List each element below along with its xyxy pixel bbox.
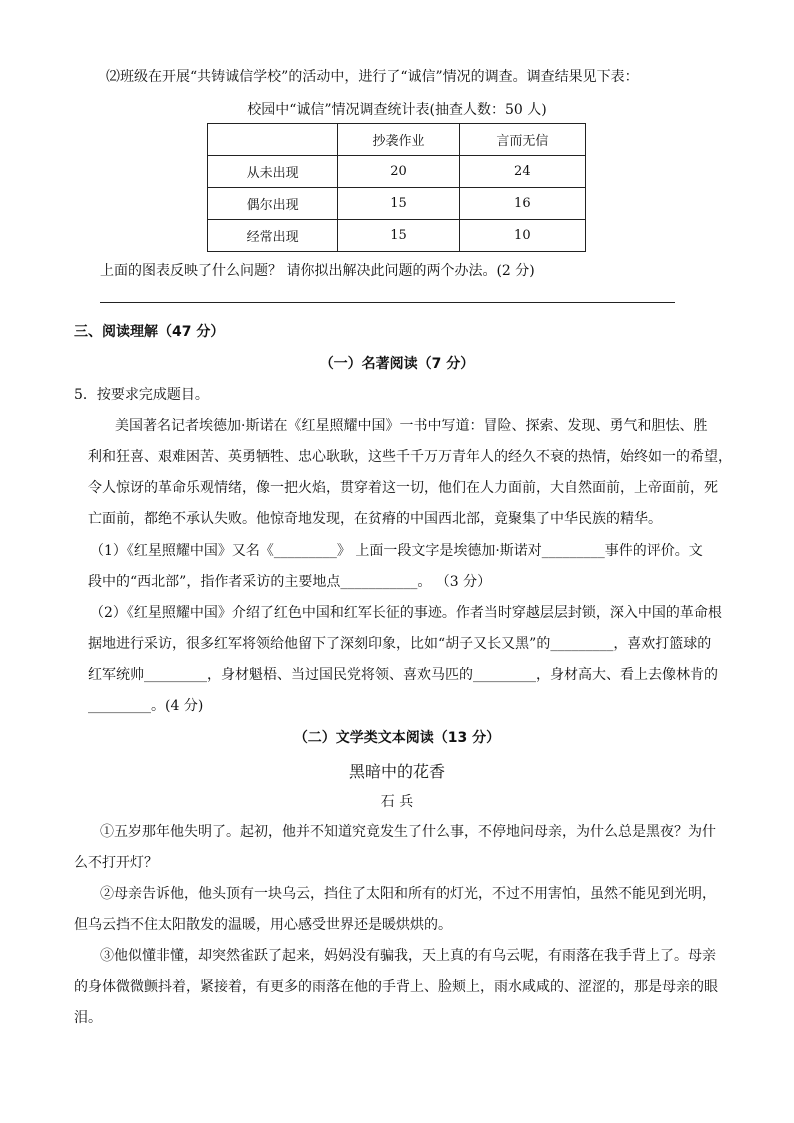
story-line: ③他似懂非懂，却突然雀跃了起来，妈妈没有骗我，天上真的有乌云呢，有雨落在我手背上了。母亲: [100, 948, 716, 964]
passage-line: 亡面前，都绝不承认失败。他惊奇地发现，在贫瘠的中国西北部，竟聚集了中华民族的精华。: [88, 511, 662, 527]
question5-label: 5．按要求完成题目。: [74, 387, 209, 403]
table-cell: 从未出现: [208, 156, 338, 188]
story-line: ②母亲告诉他，他头顶有一块乌云，挡住了太阳和所有的灯光，不过不用害怕，虽然不能见到光明，: [100, 886, 716, 902]
part2-heading: （二）文学类文本阅读（13 分）: [293, 730, 501, 746]
table-cell: 10: [459, 220, 585, 252]
table-header-row: [208, 124, 586, 156]
table-cell: 16: [459, 188, 585, 220]
table-cell: 偶尔出现: [208, 188, 338, 220]
table-row: [208, 220, 586, 252]
story-line: 的身体微微颤抖着，紧接着，有更多的雨落在他的手背上、脸颊上，雨水咸咸的、涩涩的，那是母亲的眼: [74, 979, 718, 995]
story-author: 石 兵: [380, 794, 414, 810]
story-line: 泪。: [74, 1010, 102, 1026]
table-cell: 20: [338, 156, 459, 188]
passage-line: 令人惊讶的革命乐观情绪，像一把火焰，贯穿着这一切，他们在人力面前，大自然面前，上帝面前，死: [88, 480, 718, 496]
subquestion1-line: （1）《红星照耀中国》又名《_________》 上面一段文字是埃德加·斯诺对_________事件的评价。文: [90, 543, 703, 559]
subquestion2-line: （2）《红星照耀中国》介绍了红色中国和红军长征的事迹。作者当时穿越层层封锁，深入中国的革命根: [90, 605, 722, 621]
passage-line: 利和狂喜、艰难困苦、英勇牺牲、忠心耿耿，这些千千万万青年人的经久不衰的热情，始终如一的希望，: [88, 449, 732, 465]
story-line: 但乌云挡不住太阳散发的温暖，用心感受世界还是暖烘烘的。: [74, 917, 452, 933]
table-row: [208, 188, 586, 220]
table-header-cell: [208, 124, 338, 156]
subquestion2-line: 据地进行采访，很多红军将领给他留下了深刻印象，比如“胡子又长又黑”的_________，喜欢打篮球的: [88, 636, 712, 652]
subquestion2-line: 红军统帅_________，身材魁梧、当过国民党将领、喜欢马匹的_________，身材高大、看上去像林肯的: [88, 667, 718, 683]
table-cell: 经常出现: [208, 220, 338, 252]
part1-heading: （一）名著阅读（7 分）: [319, 356, 475, 372]
subquestion2-line: _________。(4 分): [88, 698, 204, 714]
table-caption: 校园中“诚信”情况调查统计表(抽查人数：50 人): [247, 102, 547, 118]
answer-line[interactable]: [100, 302, 675, 303]
story-line: ①五岁那年他失明了。起初，他并不知道究竟发生了什么事，不停地问母亲，为什么总是黑夜？为什: [100, 824, 716, 840]
table-cell: 15: [338, 188, 459, 220]
table-header-cell: 抄袭作业: [338, 124, 459, 156]
question2-intro: ⑵班级在开展“共铸诚信学校”的活动中，进行了“诚信”情况的调查。调查结果见下表：: [106, 69, 639, 85]
story-title: 黑暗中的花香: [348, 762, 445, 781]
survey-table: [207, 123, 586, 252]
story-line: 么不打开灯？: [74, 855, 158, 871]
question2-prompt: 上面的图表反映了什么问题？ 请你拟出解决此问题的两个办法。(2 分): [100, 263, 535, 279]
passage-line: 美国著名记者埃德加·斯诺在《红星照耀中国》一书中写道：冒险、探索、发现、勇气和胆怯、胜: [115, 418, 708, 434]
subquestion1-line: 段中的“西北部”，指作者采访的主要地点___________。 （3 分）: [88, 574, 492, 590]
section-heading: 三、阅读理解（47 分）: [74, 324, 225, 340]
table-cell: 15: [338, 220, 459, 252]
table-row: [208, 156, 586, 188]
table-header-cell: 言而无信: [459, 124, 585, 156]
table-cell: 24: [459, 156, 585, 188]
